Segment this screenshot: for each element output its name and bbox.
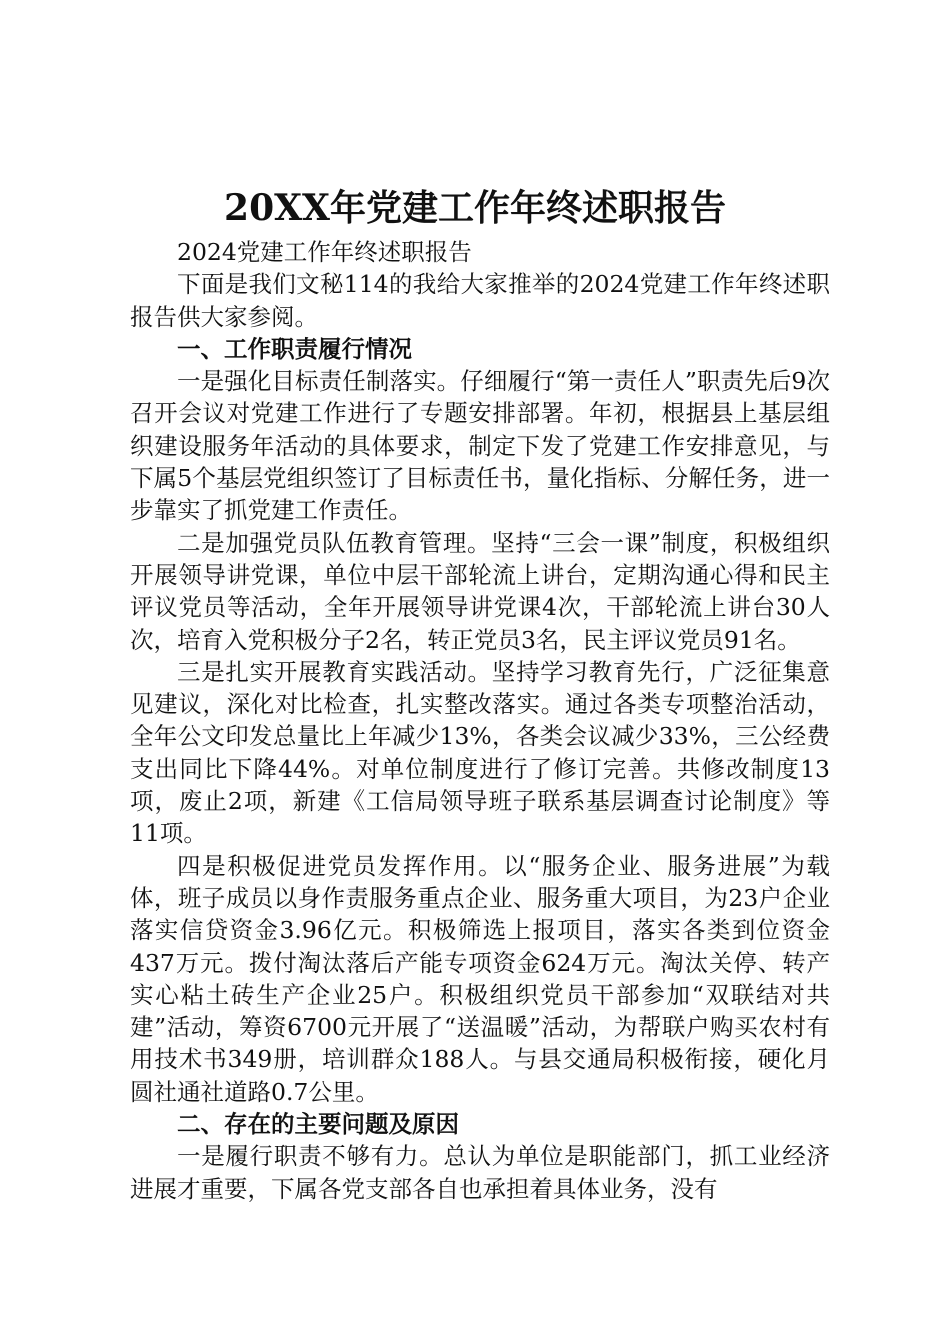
paragraph-item-1: 一是强化目标责任制落实。仔细履行“第一责任人”职责先后9次召开会议对党建工作进行了专题安排部署。年初，根据县上基层组织建设服务年活动的具体要求，制定下发了党建工作安排意见，与下属5个基层党组织签订了目标责任书，量化指标、分解任务，进一步靠实了抓党建工作责任。 xyxy=(130,367,830,525)
paragraph-item-4: 四是积极促进党员发挥作用。以“服务企业、服务进展”为载体，班子成员以身作责服务重点企业、服务重大项目，为23户企业落实信贷资金3.96亿元。积极筛选上报项目，落实各类到位资金437万元。拨付淘汰落后产能专项资金624万元。淘汰关停、转产实心粘土砖生产企业25户。积极组织党员干部参加“双联结对共建”活动，筹资6700元开展了“送温暖”活动，为帮联户购买农村有用技术书349册，培训群众188人。与县交通局积极衔接，硬化月圆社通社道路0.7公里。 xyxy=(130,851,830,1106)
document-body xyxy=(130,236,830,1205)
paragraph-subtitle: 2024党建工作年终述职报告 xyxy=(177,238,472,266)
paragraph-problem-1: 一是履行职责不够有力。总认为单位是职能部门，抓工业经济进展才重要，下属各党支部各自也承担着具体业务，没有 xyxy=(130,1142,830,1203)
paragraph-item-3: 三是扎实开展教育实践活动。坚持学习教育先行，广泛征集意见建议，深化对比检查，扎实整改落实。通过各类专项整治活动，全年公文印发总量比上年减少13%，各类会议减少33%，三公经费支出同比下降44%。对单位制度进行了修订完善。共修改制度13项，废止2项，新建《工信局领导班子联系基层调查讨论制度》等11项。 xyxy=(130,657,830,848)
paragraph-item-2: 二是加强党员队伍教育管理。坚持“三会一课”制度，积极组织开展领导讲党课，单位中层干部轮流上讲台，定期沟通心得和民主评议党员等活动，全年开展领导讲党课4次，干部轮流上讲台30人次，培育入党积极分子2名，转正党员3名，民主评议党员91名。 xyxy=(130,528,830,654)
paragraph-intro: 下面是我们文秘114的我给大家推举的2024党建工作年终述职报告供大家参阅。 xyxy=(130,270,830,331)
section-heading-2: 二、存在的主要问题及原因 xyxy=(177,1110,459,1139)
section-heading-1: 一、工作职责履行情况 xyxy=(177,334,412,363)
document-title: 20XX年党建工作年终述职报告 xyxy=(224,187,726,229)
